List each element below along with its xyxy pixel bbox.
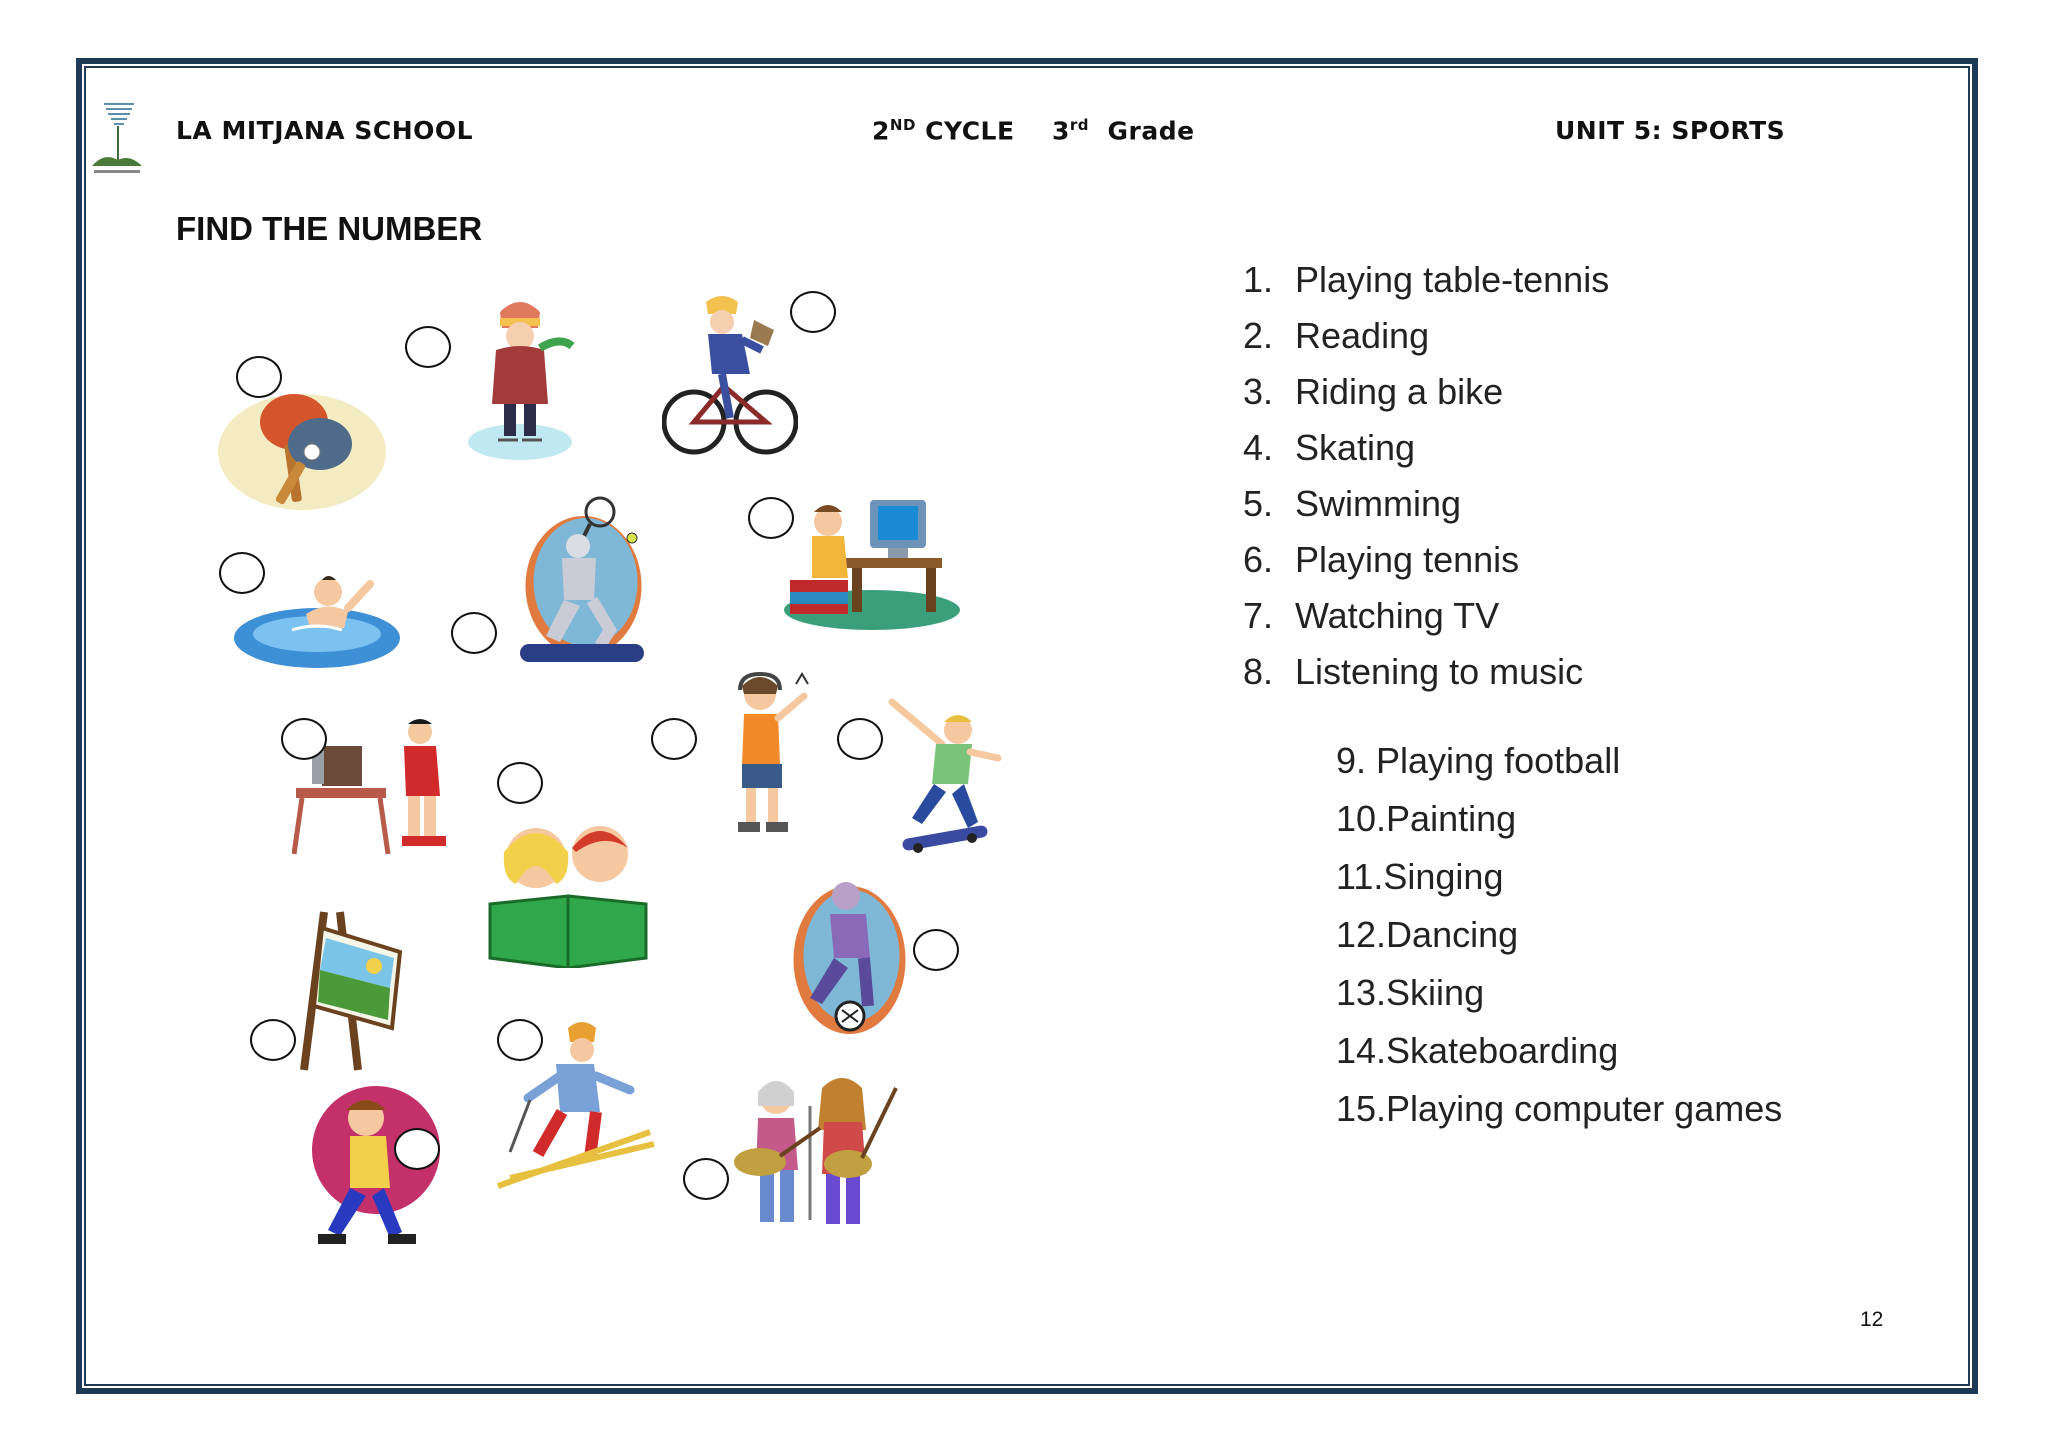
list-item: 8. Listening to music bbox=[1243, 651, 1584, 692]
reading-illustration bbox=[486, 818, 650, 968]
answer-circle[interactable] bbox=[748, 497, 794, 539]
skateboarding-illustration bbox=[888, 698, 1004, 858]
bike-rider-illustration bbox=[662, 290, 798, 458]
worksheet-title: FIND THE NUMBER bbox=[176, 210, 483, 247]
cycle-label: 2ND CYCLE bbox=[872, 116, 1015, 146]
answer-circle[interactable] bbox=[497, 1019, 543, 1061]
skating-illustration bbox=[460, 292, 580, 462]
list-item: 10.Painting bbox=[1336, 798, 1517, 839]
list-item: 14.Skateboarding bbox=[1336, 1030, 1619, 1071]
answer-circle[interactable] bbox=[451, 612, 497, 654]
list-item: 12.Dancing bbox=[1336, 914, 1519, 955]
list-item: 9. Playing football bbox=[1336, 740, 1621, 781]
answer-circle[interactable] bbox=[497, 762, 543, 804]
answer-circle[interactable] bbox=[250, 1019, 296, 1061]
list-item: 1. Playing table-tennis bbox=[1243, 259, 1610, 300]
page-number: 12 bbox=[1860, 1308, 1884, 1331]
school-logo-icon bbox=[90, 100, 144, 178]
tennis-illustration bbox=[514, 496, 654, 666]
list-item: 6. Playing tennis bbox=[1243, 539, 1520, 580]
list-item: 11.Singing bbox=[1336, 856, 1504, 897]
answer-circle[interactable] bbox=[281, 718, 327, 760]
list-item: 13.Skiing bbox=[1336, 972, 1485, 1013]
school-name: LA MITJANA SCHOOL bbox=[176, 116, 474, 145]
answer-circle[interactable] bbox=[651, 718, 697, 760]
singing-illustration bbox=[720, 1070, 906, 1230]
answer-circle[interactable] bbox=[394, 1128, 440, 1170]
football-illustration bbox=[790, 876, 908, 1038]
answer-circle[interactable] bbox=[837, 718, 883, 760]
painting-illustration bbox=[300, 908, 416, 1072]
grade-label: 3rd Grade bbox=[1052, 116, 1195, 146]
list-item: 15.Playing computer games bbox=[1336, 1088, 1783, 1129]
table-tennis-illustration bbox=[216, 382, 388, 514]
answer-circle[interactable] bbox=[790, 291, 836, 333]
list-item: 7. Watching TV bbox=[1243, 595, 1500, 636]
activity-list-continued bbox=[1336, 732, 1782, 1138]
list-item: 4. Skating bbox=[1243, 427, 1416, 468]
answer-circle[interactable] bbox=[236, 356, 282, 398]
computer-games-illustration bbox=[782, 496, 962, 632]
answer-circle[interactable] bbox=[683, 1158, 729, 1200]
listening-to-music-illustration bbox=[710, 668, 820, 836]
list-item: 3. Riding a bike bbox=[1243, 371, 1504, 412]
unit-label: UNIT 5: SPORTS bbox=[1555, 116, 1786, 145]
list-item: 2. Reading bbox=[1243, 315, 1430, 356]
answer-circle[interactable] bbox=[405, 326, 451, 368]
activity-list bbox=[1243, 252, 1609, 700]
list-item: 5. Swimming bbox=[1243, 483, 1462, 524]
answer-circle[interactable] bbox=[913, 929, 959, 971]
answer-circle[interactable] bbox=[219, 552, 265, 594]
